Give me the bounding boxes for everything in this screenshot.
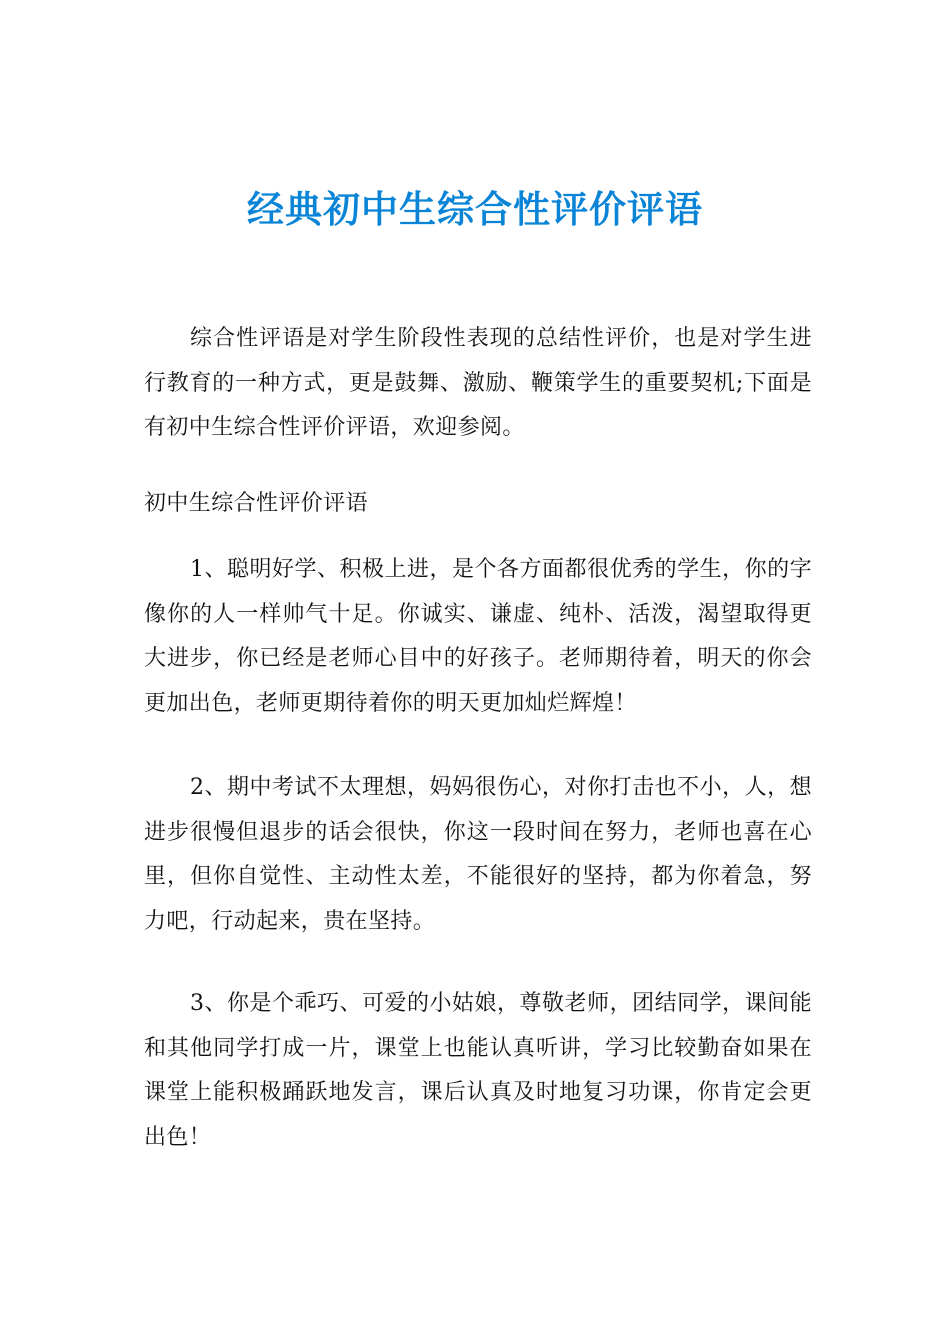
comment-item-1: 1、聪明好学、积极上进，是个各方面都很优秀的学生，你的字像你的人一样帅气十足。你诚实、谦虚、纯朴、活泼，渴望取得更大进步，你已经是老师心目中的好孩子。老师期待着，明天的你会更加出色，老师更期待着你的明天更加灿烂辉煌！ — [144, 557, 812, 716]
section-subheading: 初中生综合性评价评语 — [144, 491, 369, 516]
comment-item-3: 3、你是个乖巧、可爱的小姑娘，尊敬老师，团结同学，课间能和其他同学打成一片，课堂上也能认真听讲，学习比较勤奋如果在课堂上能积极踊跃地发言，课后认真及时地复习功课，你肯定会更出色！ — [144, 991, 812, 1150]
comment-item-2: 2、期中考试不太理想，妈妈很伤心，对你打击也不小，人，想进步很慢但退步的话会很快，你这一段时间在努力，老师也喜在心里，但你自觉性、主动性太差，不能很好的坚持，都为你着急，努力吧，行动起来，贵在坚持。 — [144, 775, 812, 934]
document-title: 经典初中生综合性评价评语 — [247, 188, 703, 231]
intro-paragraph: 综合性评语是对学生阶段性表现的总结性评价，也是对学生进行教育的一种方式，更是鼓舞、激励、鞭策学生的重要契机;下面是有初中生综合性评价评语，欢迎参阅。 — [144, 326, 812, 440]
